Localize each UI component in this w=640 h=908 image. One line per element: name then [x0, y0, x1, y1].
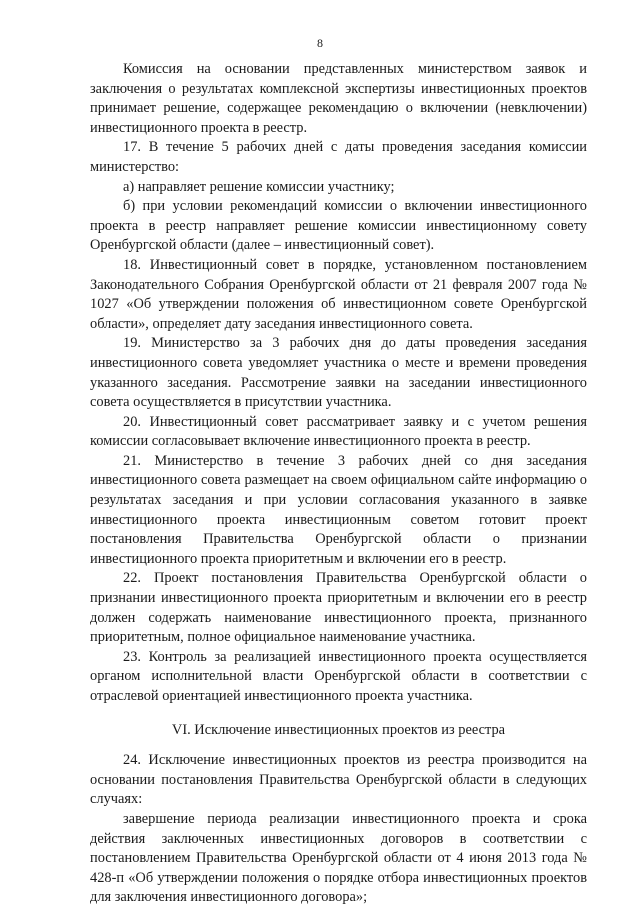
- paragraph-24: 24. Исключение инвестиционных проектов из реестра производится на основании постановления Правительства Оренбургской области в следующих случаях:: [90, 752, 587, 808]
- paragraph-22: 22. Проект постановления Правительства Оренбургской области о признании инвестиционного проекта приоритетным и включении его в реестр должен содержать наименование инвестиционного проекта, признанного приоритетным, полное официальное наименование участника.: [90, 570, 587, 646]
- paragraph-19: 19. Министерство за 3 рабочих дня до даты проведения заседания инвестиционного совета уведомляет участника о месте и времени проведения указанного заседания. Рассмотрение заявки на заседании инвестиционного совета осуществляется в присутствии участника.: [90, 335, 587, 411]
- paragraph-18: 18. Инвестиционный совет в порядке, установленном постановлением Законодательного Собрания Оренбургской области от 21 февраля 2007 года № 1027 «Об утверждении положения об инвестиционном совете Оренбургской области», определяет дату заседания инвестиционного совета.: [90, 256, 587, 332]
- paragraph-24-case-completion: завершение периода реализации инвестиционного проекта и срока действия заключенных инвестиционных договоров в соответствии с постановлением Правительства Оренбургской области от 4 июня 2013 года № 428-п «Об утверждении положения о порядке отбора инвестиционных проектов для заключения инвестиционного договора»;: [90, 810, 587, 906]
- paragraph-commission-decision: Комиссия на основании представленных министерством заявок и заключения о результатах комплексной экспертизы инвестиционных проектов принимает решение, содержащее рекомендацию о включении (невключении) инвестиционного проекта в реестр.: [90, 61, 587, 136]
- document-body: [90, 60, 587, 908]
- paragraph-17a: а) направляет решение комиссии участнику;: [123, 178, 395, 195]
- paragraph-17b: б) при условии рекомендаций комиссии о включении инвестиционного проекта в реестр направляет решение комиссии инвестиционному совету Оренбургской области (далее – инвестиционный совет).: [90, 198, 587, 254]
- paragraph-21: 21. Министерство в течение 3 рабочих дней со дня заседания инвестиционного совета размещает на своем официальном сайте информацию о результатах заседания и при условии согласования указанного в заявке инвестиционного проекта инвестиционным советом готовит проект постановления Правительства Оренбургской области о признании инвестиционного проекта приоритетным и включении его в реестр.: [90, 452, 587, 567]
- section-heading: VI. Исключение инвестиционных проектов из реестра: [171, 721, 506, 738]
- paragraph-17: 17. В течение 5 рабочих дней с даты проведения заседания комиссии министерство:: [90, 139, 587, 175]
- paragraph-23: 23. Контроль за реализацией инвестиционного проекта осуществляется органом исполнительной власти Оренбургской области в соответствии с отраслевой ориентацией инвестиционного проекта участника.: [90, 648, 587, 704]
- page-number: 8: [317, 36, 323, 50]
- paragraph-20: 20. Инвестиционный совет рассматривает заявку и с учетом решения комиссии согласовывает включение инвестиционного проекта в реестр.: [90, 413, 587, 450]
